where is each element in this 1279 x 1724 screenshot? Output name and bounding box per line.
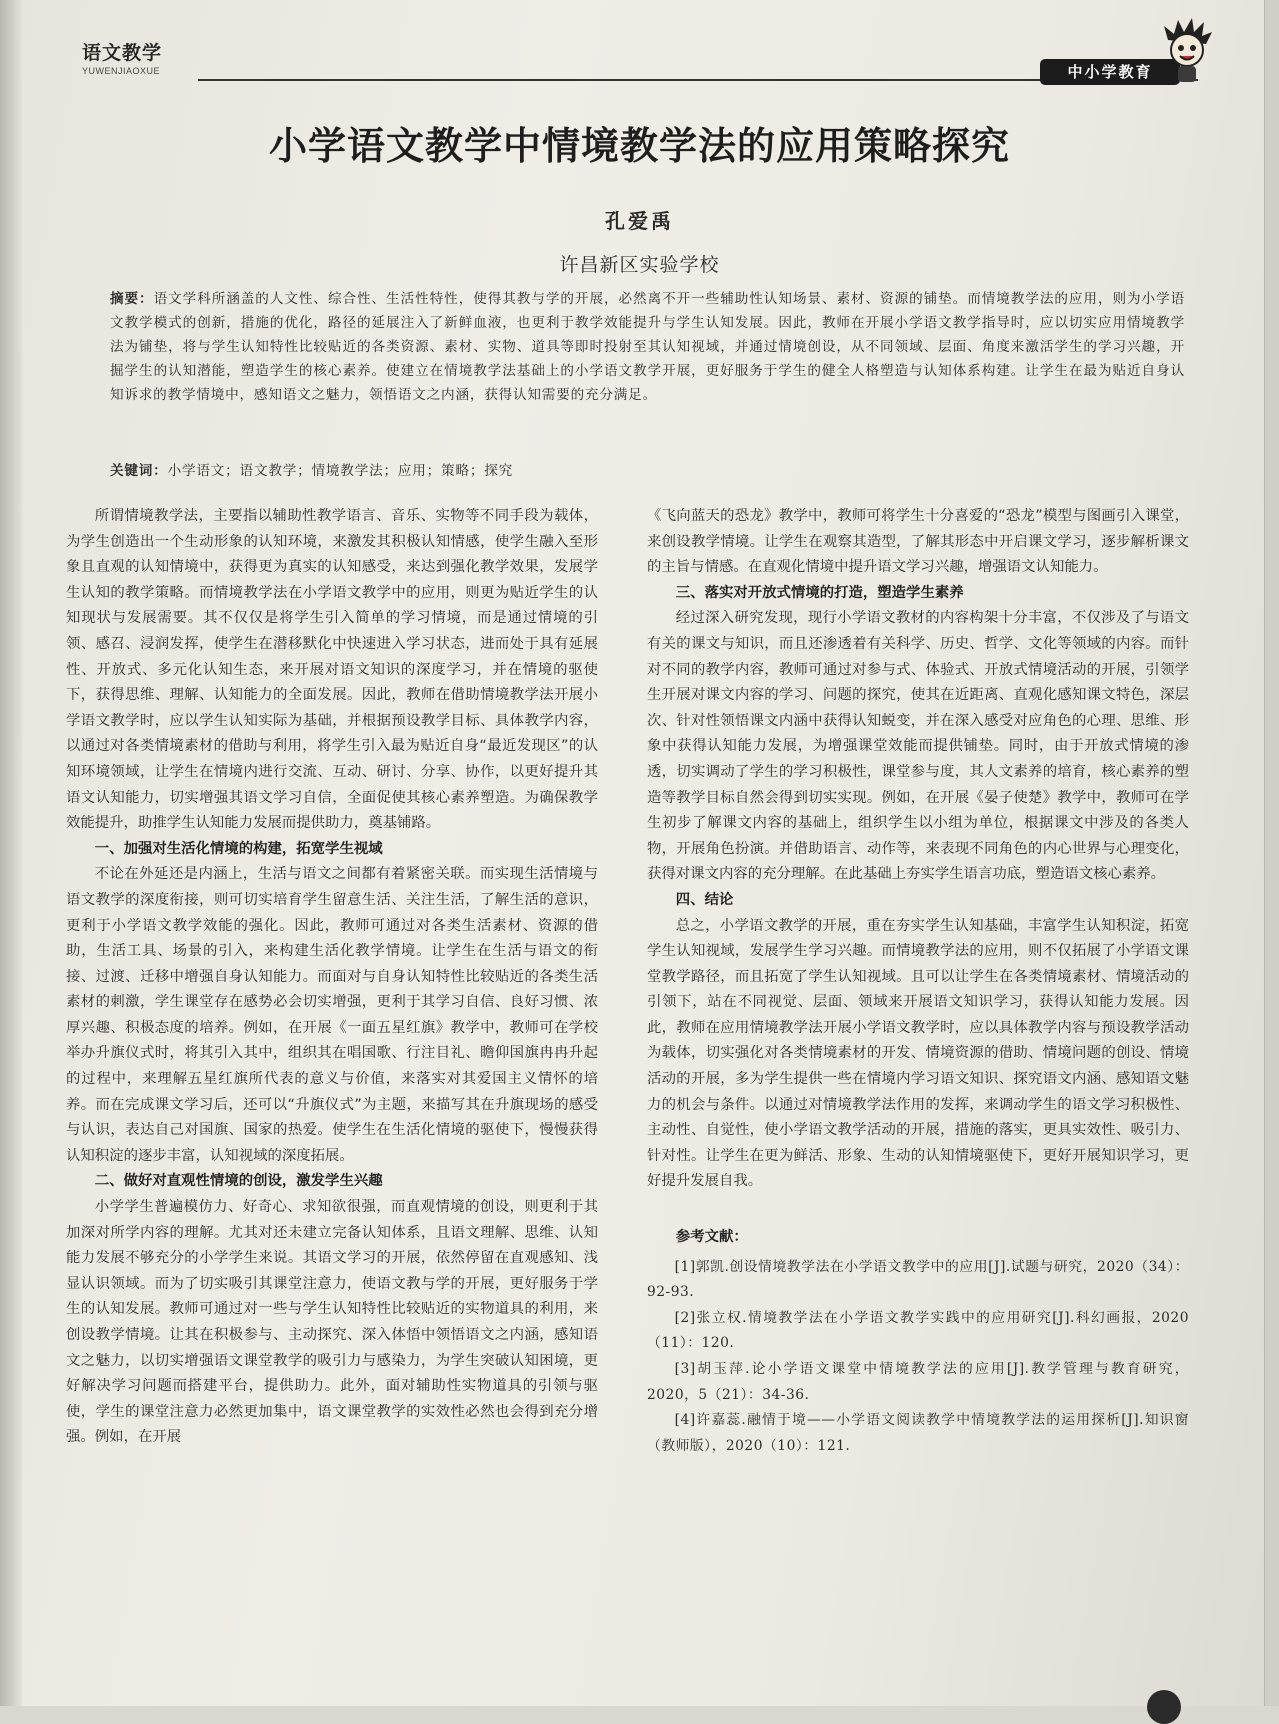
journal-name: 语文教学 — [82, 42, 163, 64]
section-1-paragraph: 不论在外延还是内涵上，生活与语文之间都有着紧密关联。而实现生活情境与语文教学的深度衔接，则可切实培育学生留意生活、关注生活，了解生活的意识，更利于小学语文教学效能的强化。因此，教师可通过对各类生活素材、资源的借助，生活工具、场景的引入，来构建生活化教学情境。让学生在生活与语文的衔接、过渡、迁移中增强自身认知能力。而面对与自身认知特性比较贴近的各类生活素材的刺激，学生课堂存在感势必会切实增强，更利于其学习自信、良好习惯、浓厚兴趣、积极态度的培养。例如，在开展《一面五星红旗》教学中，教师可在学校举办升旗仪式时，将其引入其中，组织其在唱国歌、行注目礼、瞻仰国旗冉冉升起的过程中，来理解五星红旗所代表的意义与价值，来落实对其爱国主义情怀的培养。而在完成课文学习后，还可以“升旗仪式”为主题，来描写其在升旗现场的感受与认识，表达自己对国旗、国家的热爱。使学生在生活化情境的驱使下，慢慢获得认知积淀的逐步丰富，认知视域的深度拓展。 — [66, 866, 598, 1164]
section-2-continued: 《飞向蓝天的恐龙》教学中，教师可将学生十分喜爱的“恐龙”模型与图画引入课堂，来创设教学情境。让学生在观察其造型，了解其形态中开启课文学习，逐步解析课文的主旨与情感。在直观化情境中提升语文学习兴趣，增强语文认知能力。 — [647, 508, 1189, 576]
section-heading-3: 三、落实对开放式情境的打造，塑造学生素养 — [675, 584, 964, 601]
conclusion-paragraph: 总之，小学语文教学的开展，重在夯实学生认知基础，丰富学生认知积淀，拓宽学生认知视域，发展学生学习兴趣。而情境教学法的应用，则不仅拓展了小学语文课堂教学路径，而且拓宽了学生认知视域。且可以让学生在各类情境素材、情境活动的引领下，站在不同视觉、层面、领域来开展语文知识学习，获得认知能力发展。因此，教师在应用情境教学法开展小学语文教学时，应以具体教学内容与预设教学活动为载体，切实强化对各类情境素材的开发、情境资源的借助、情境问题的创设、情境活动的开展，多为学生提供一些在情境内学习语文知识、探究语文内涵、感知语文魅力的机会与条件。以通过对情境教学法作用的发挥，来调动学生的语文学习积极性、主动性、自觉性，使小学语文教学活动的开展，措施的落实，更具实效性、吸引力、针对性。让学生在更为鲜活、形象、生动的认知情境驱使下，更好开展知识学习，更好提升发展自我。 — [647, 917, 1189, 1190]
article-author: 孔爱禹 — [605, 209, 674, 233]
journal-pinyin: YUWENJIAOXUE — [82, 66, 161, 76]
reference-item: [1]郭凯.创设情境教学法在小学语文教学中的应用[J].试题与研究，2020（34）：92-93. — [647, 1258, 1189, 1301]
article-title: 小学语文教学中情境教学法的应用策略探究 — [268, 124, 1010, 168]
abstract — [110, 287, 1185, 407]
intro-paragraph: 所谓情境教学法，主要指以辅助性教学语言、音乐、实物等不同手段为载体，为学生创造出一个生动形象的认知环境，来激发其积极认知情感，使学生融入至形象且直观的认知情境中，获得更为真实的认知感受，来达到强化教学效果，发展学生认知的教学策略。而情境教学法在小学语文教学中的应用，则更为贴近学生的认知现状与发展需要。其不仅仅是将学生引入简单的学习情境，而是通过情境的引领、感召、浸润发挥，使学生在潜移默化中快速进入学习状态，进而处于具有延展性、开放式、多元化认知生态，来开展对语文知识的深度学习，并在情境的驱使下，获得思维、理解、认知能力的全面发展。因此，教师在借助情境教学法开展小学语文教学时，应以学生认知实际为基础，并根据预设教学目标、具体教学内容，以通过对各类情境素材的借助与利用，将学生引入最为贴近自身“最近发现区”的认知环境领域，让学生在情境内进行交流、互动、研讨、分享、协作，以更好提升其语文认知能力，切实增强其语文学习自信，全面促使其核心素养塑造。为确保教学效能提升，助推学生认知能力发展而提供助力，奠基铺路。 — [66, 508, 598, 832]
section-badge: 中小学教育 — [1040, 59, 1180, 85]
left-column — [66, 504, 598, 1451]
section-heading-2: 二、做好对直观性情境的创设，激发学生兴趣 — [94, 1173, 383, 1190]
section-3-paragraph: 经过深入研究发现，现行小学语文教材的内容构架十分丰富，不仅涉及了与语文有关的课文与知识，而且还渗透着有关科学、历史、哲学、文化等领域的内容。而针对不同的教学内容，教师可通过对参与式、体验式、开放式情境活动的开展，引领学生开展对课文内容的学习、问题的探究，使其在近距离、直观化感知课文特色，深层次、针对性领悟课文内涵中获得认知蜕变，并在深入感受对应角色的心理、思维、形象中获得认知能力发展，为增强课堂效能而提供铺垫。同时，由于开放式情境的渗透，切实调动了学生的学习积极性，课堂参与度，其人文素养的培育，核心素养的塑造等教学目标自然会得到切实实现。例如，在开展《晏子使楚》教学中，教师可在学生初步了解课文内容的基础上，组织学生以小组为单位，根据课文中涉及的各类人物，开展角色扮演。并借助语言、动作等，来表现不同角色的内心世界与心理变化，获得对课文内容的充分理解。在此基础上夯实学生语言功底，塑造语文核心素养。 — [647, 610, 1189, 883]
page-number-badge — [1147, 1690, 1181, 1724]
keywords-label: 关键词： — [110, 463, 168, 479]
abstract-text: 语文学科所涵盖的人文性、综合性、生活性特性，使得其教与学的开展，必然离不开一些辅助性认知场景、素材、资源的铺垫。而情境教学法的应用，则为小学语文教学模式的创新，措施的优化，路径的延展注入了新鲜血液，也更利于教学效能提升与学生认知发展。因此，教师在开展小学语文教学指导时，应以切实应用情境教学法为铺垫，将与学生认知特性比较贴近的各类资源、素材、实物、道具等即时投射至其认知视域，并通过情境创设，从不同领域、层面、角度来激活学生的学习兴趣，开掘学生的认知潜能，塑造学生的核心素养。使建立在情境教学法基础上的小学语文教学开展，更好服务于学生的健全人格塑造与认知体系构建。让学生在最为贴近自身认知诉求的教学情境中，感知语文之魅力，领悟语文之内涵，获得认知需要的充分满足。 — [110, 291, 1185, 403]
right-column — [647, 504, 1189, 1459]
section-heading-1: 一、加强对生活化情境的构建，拓宽学生视域 — [94, 840, 383, 857]
mascot-icon — [1160, 18, 1214, 84]
section-2-paragraph: 小学学生普遍模仿力、好奇心、求知欲很强，而直观情境的创设，则更利于其加深对所学内容的理解。尤其对还未建立完备认知体系，且语文理解、思维、认知能力发展不够充分的小学学生来说。其语文学习的开展，依然停留在直观感知、浅显认识领域。而为了切实吸引其课堂注意力，使语文教与学的开展，更好服务于学生的认知发展。教师可通过对一些与学生认知特性比较贴近的实物道具的利用，来创设教学情境。让其在积极参与、主动探究、深入体悟中领悟语文之内涵，感知语文之魅力，以切实增强语文课堂教学的吸引力与感染力，为学生突破认知困境，更好解决学习问题而搭建平台，提供助力。此外，面对辅助性实物道具的引领与驱使，学生的课堂注意力必然更加集中，语文课堂教学的实效性必然也会得到充分增强。例如，在开展 — [66, 1199, 598, 1446]
section-heading-4: 四、结论 — [675, 891, 734, 908]
reference-item: [4]许嘉蕊.融情于境——小学语文阅读教学中情境教学法的运用探析[J].知识窗（教师版），2020（10）：121. — [647, 1412, 1189, 1454]
references-title: 参考文献： — [675, 1229, 748, 1246]
abstract-label: 摘要： — [110, 291, 154, 307]
keywords — [110, 459, 513, 479]
author-affiliation: 许昌新区实验学校 — [559, 254, 720, 276]
keywords-text: 小学语文；语文教学；情境教学法；应用；策略；探究 — [167, 463, 514, 479]
journal-header — [82, 38, 162, 76]
reference-item: [3]胡玉萍.论小学语文课堂中情境教学法的应用[J].教学管理与教育研究，2020，5（21）：34-36. — [647, 1361, 1189, 1403]
reference-item: [2]张立权.情境教学法在小学语文教学实践中的应用研究[J].科幻画报，2020（11）：120. — [647, 1309, 1189, 1352]
